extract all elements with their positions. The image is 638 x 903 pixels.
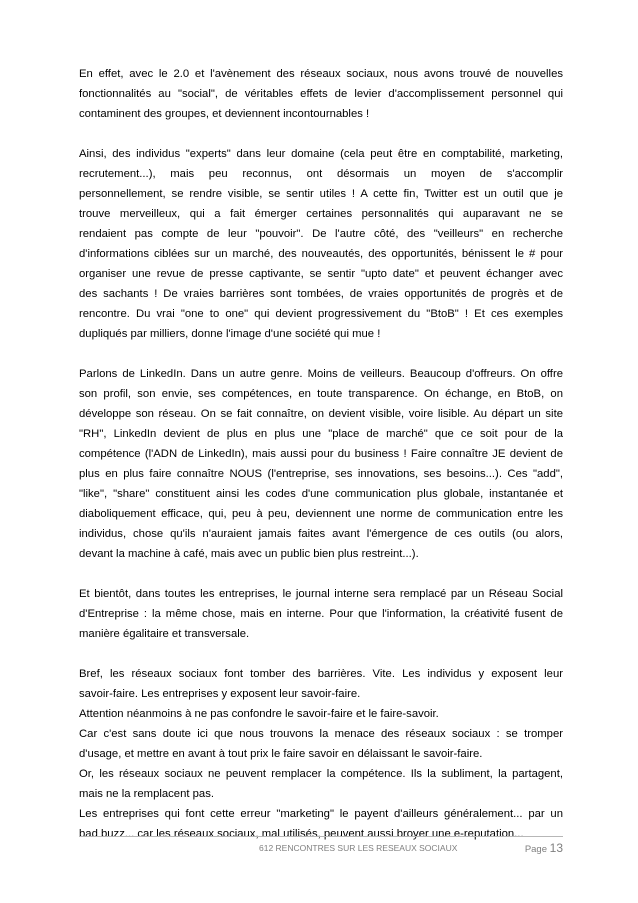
- text-line: Et bientôt, dans toutes les entreprises, le journal interne sera remplacé par un Réseau Social: [79, 588, 563, 600]
- footer-page-number: 13: [549, 841, 563, 855]
- text-line: trouve merveilleux, qui a fait émerger certaines personnalités qui auparavant ne se: [79, 208, 563, 220]
- text-line: plus en plus faire connaître NOUS (l'entreprise, ses innovations, ses besoins...). Ces "add",: [79, 468, 563, 480]
- paragraph: [79, 664, 563, 844]
- text-line: Or, les réseaux sociaux ne peuvent remplacer la compétence. Ils la subliment, la partagent,: [79, 768, 563, 780]
- paragraph: [79, 584, 563, 644]
- text-line: d'informations ciblées sur un marché, des nouveautés, des opportunités, bénissent le # pour: [79, 248, 563, 260]
- text-line: d'usage, et mettre en avant à tout prix le faire savoir en délaissant le savoir-faire.: [79, 748, 483, 760]
- text-line: savoir-faire. Les entreprises y exposent leur savoir-faire.: [79, 688, 361, 700]
- text-line: mais ne la remplacent pas.: [79, 788, 215, 800]
- paragraph: [79, 64, 563, 124]
- footer-title: 612 RENCONTRES SUR LES RESEAUX SOCIAUX: [259, 843, 458, 853]
- text-line: développe son réseau. On se fait connaître, on devient visible, voire lisible. Au départ un site: [79, 408, 563, 420]
- footer-page: [525, 841, 563, 855]
- text-line: individus, chose qu'ils n'auraient jamais faites avant l'émergence de ces outils (ou alors,: [79, 528, 563, 540]
- text-line: Parlons de LinkedIn. Dans un autre genre. Moins de veilleurs. Beaucoup d'offreurs. On offre: [79, 368, 563, 380]
- text-line: Bref, les réseaux sociaux font tomber des barrières. Vite. Les individus y exposent leur: [79, 668, 563, 680]
- text-line: organiser une revue de presse captivante, se sentir "upto date" et peuvent échanger avec: [79, 268, 563, 280]
- text-line: recrutement...), mais peu reconnus, ont désormais un moyen de s'accomplir: [79, 168, 563, 180]
- text-line: Attention néanmoins à ne pas confondre le savoir-faire et le faire-savoir.: [79, 708, 439, 720]
- text-line: Ainsi, des individus "experts" dans leur domaine (cela peut être en comptabilité, marketing,: [79, 148, 563, 160]
- footer-page-label: Page: [524, 844, 547, 855]
- text-line: fonctionnalités au "social", de véritables effets de levier d'accomplissement personnel qui: [79, 88, 563, 100]
- text-line: rencontre. Du vrai "one to one" qui devient progressivement du "BtoB" ! Et ces exemples: [79, 308, 563, 320]
- text-line: Les entreprises qui font cette erreur "marketing" le payent d'ailleurs généralement... par un: [79, 808, 563, 820]
- text-line: devant la machine à café, mais avec un public bien plus restreint...).: [79, 548, 419, 560]
- paragraph: [79, 144, 563, 344]
- text-line: "like", "share" constituent ainsi les codes d'une communication plus globale, instantanée et: [79, 488, 563, 500]
- text-line: dupliqués par milliers, donne l'image d'une société qui mue !: [79, 328, 381, 340]
- text-line: diaboliquement efficace, qui, peu à peu, deviennent une norme de communication entre les: [79, 508, 563, 520]
- text-line: bad buzz... car les réseaux sociaux, mal utilisés, peuvent aussi broyer une e-reputation...: [79, 828, 524, 840]
- page-footer: [79, 836, 563, 863]
- paragraph: [79, 364, 563, 564]
- text-line: personnellement, se rendre visible, se sentir utiles ! A cette fin, Twitter est un outil que je: [79, 188, 563, 200]
- text-line: des sachants ! De vraies barrières sont tombées, de vraies opportunités de progrès et de: [79, 288, 563, 300]
- text-line: son profil, son envie, ses compétences, en toute transparence. On échange, en BtoB, on: [79, 388, 563, 400]
- text-line: "RH", LinkedIn devient de plus en plus une "place de marché" que ce soit pour de la: [79, 428, 563, 440]
- text-line: compétence (l'ADN de LinkedIn), mais aussi pour du business ! Faire connaître JE devient de: [79, 448, 563, 460]
- text-line: Car c'est sans doute ici que nous trouvons la menace des réseaux sociaux : se tromper: [79, 728, 563, 740]
- text-line: contaminent des groupes, et deviennent incontournables !: [79, 108, 370, 120]
- text-line: d'Entreprise : la même chose, mais en interne. Pour que l'information, la créativité fusent de: [79, 608, 563, 620]
- document-body: [79, 64, 563, 864]
- text-line: rendaient pas compte de leur "pouvoir". De l'autre côté, des "veilleurs" en recherche: [79, 228, 563, 240]
- text-line: En effet, avec le 2.0 et l'avènement des réseaux sociaux, nous avons trouvé de nouvelles: [79, 68, 563, 80]
- text-line: manière égalitaire et transversale.: [79, 628, 250, 640]
